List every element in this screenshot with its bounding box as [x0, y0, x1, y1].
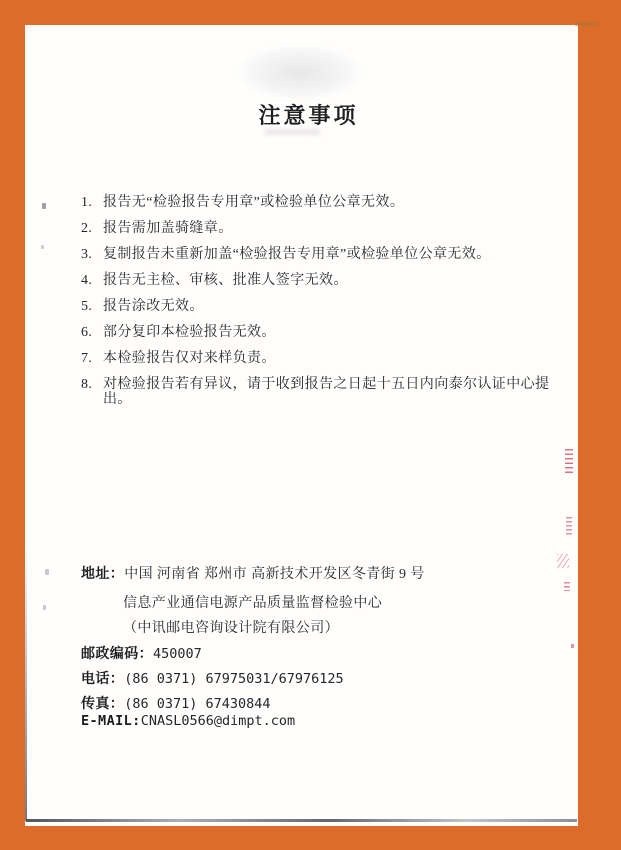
red-seal-mark	[566, 517, 572, 535]
note-text: 报告需加盖骑缝章。	[103, 221, 233, 236]
note-item	[81, 247, 561, 262]
note-text: 对检验报告若有异议，请于收到报告之日起十五日内向泰尔认证中心提出。	[103, 377, 550, 407]
scan-speck	[42, 203, 46, 209]
note-text: 报告无主检、审核、批准人签字无效。	[103, 273, 348, 288]
fax-row	[81, 693, 271, 713]
note-number: 6.	[81, 325, 93, 340]
page-title: 注意事项	[258, 103, 359, 128]
note-number: 5.	[81, 299, 93, 314]
email-row	[81, 713, 295, 730]
scan-speck	[45, 569, 49, 575]
address-value: （中讯邮电咨询设计院有限公司）	[123, 621, 339, 636]
note-number: 1.	[81, 195, 93, 210]
note-item	[81, 273, 561, 288]
note-number: 2.	[81, 221, 93, 236]
corner-smudge	[575, 22, 597, 26]
fax-label: 传真：	[81, 697, 125, 712]
address-label: 地址：	[81, 567, 125, 582]
red-seal-mark	[557, 554, 569, 568]
paper-sheet	[25, 25, 578, 826]
address-value: 信息产业通信电源产品质量监督检验中心	[123, 596, 383, 611]
note-number: 8.	[81, 377, 93, 392]
red-seal-mark	[565, 449, 573, 473]
email-label: E-MAIL:	[81, 713, 141, 729]
note-item	[81, 377, 561, 407]
address-value: 中国 河南省 郑州市 高新技术开发区冬青街 9 号	[124, 567, 425, 582]
faint-stamp-smudge	[240, 45, 360, 100]
note-text: 部分复印本检验报告无效。	[103, 325, 276, 340]
note-item	[81, 351, 561, 366]
red-seal-mark	[564, 582, 570, 591]
postal-value: 450007	[153, 646, 202, 662]
notes-list	[81, 195, 561, 418]
contact-block	[81, 563, 551, 773]
address-row	[81, 563, 425, 583]
note-text: 复制报告未重新加盖“检验报告专用章”或检验单位公章无效。	[103, 247, 491, 262]
paper-edge-shadow-left	[25, 545, 27, 821]
phone-value: (86 0371) 67975031/67976125	[124, 671, 344, 687]
note-number: 4.	[81, 273, 93, 288]
note-item	[81, 325, 561, 340]
note-text: 报告涂改无效。	[103, 299, 204, 314]
scan-smudge	[265, 129, 320, 135]
phone-label: 电话：	[81, 672, 125, 687]
address-row-2	[123, 592, 382, 612]
note-item	[81, 195, 561, 210]
paper-edge-shadow-bottom	[26, 819, 577, 822]
postal-row	[81, 643, 202, 663]
phone-row	[81, 668, 344, 688]
scan-speck	[43, 605, 46, 610]
note-item	[81, 299, 561, 314]
scan-speck	[41, 245, 44, 249]
note-text: 本检验报告仅对来样负责。	[103, 351, 276, 366]
note-text: 报告无“检验报告专用章”或检验单位公章无效。	[103, 195, 405, 210]
address-row-3	[123, 617, 339, 637]
fax-value: (86 0371) 67430844	[124, 696, 271, 712]
email-value: CNASL0566@dimpt.com	[140, 713, 296, 729]
note-number: 3.	[81, 247, 93, 262]
note-item	[81, 221, 561, 236]
note-number: 7.	[81, 351, 93, 366]
postal-label: 邮政编码：	[81, 647, 153, 662]
red-seal-mark	[571, 644, 574, 648]
